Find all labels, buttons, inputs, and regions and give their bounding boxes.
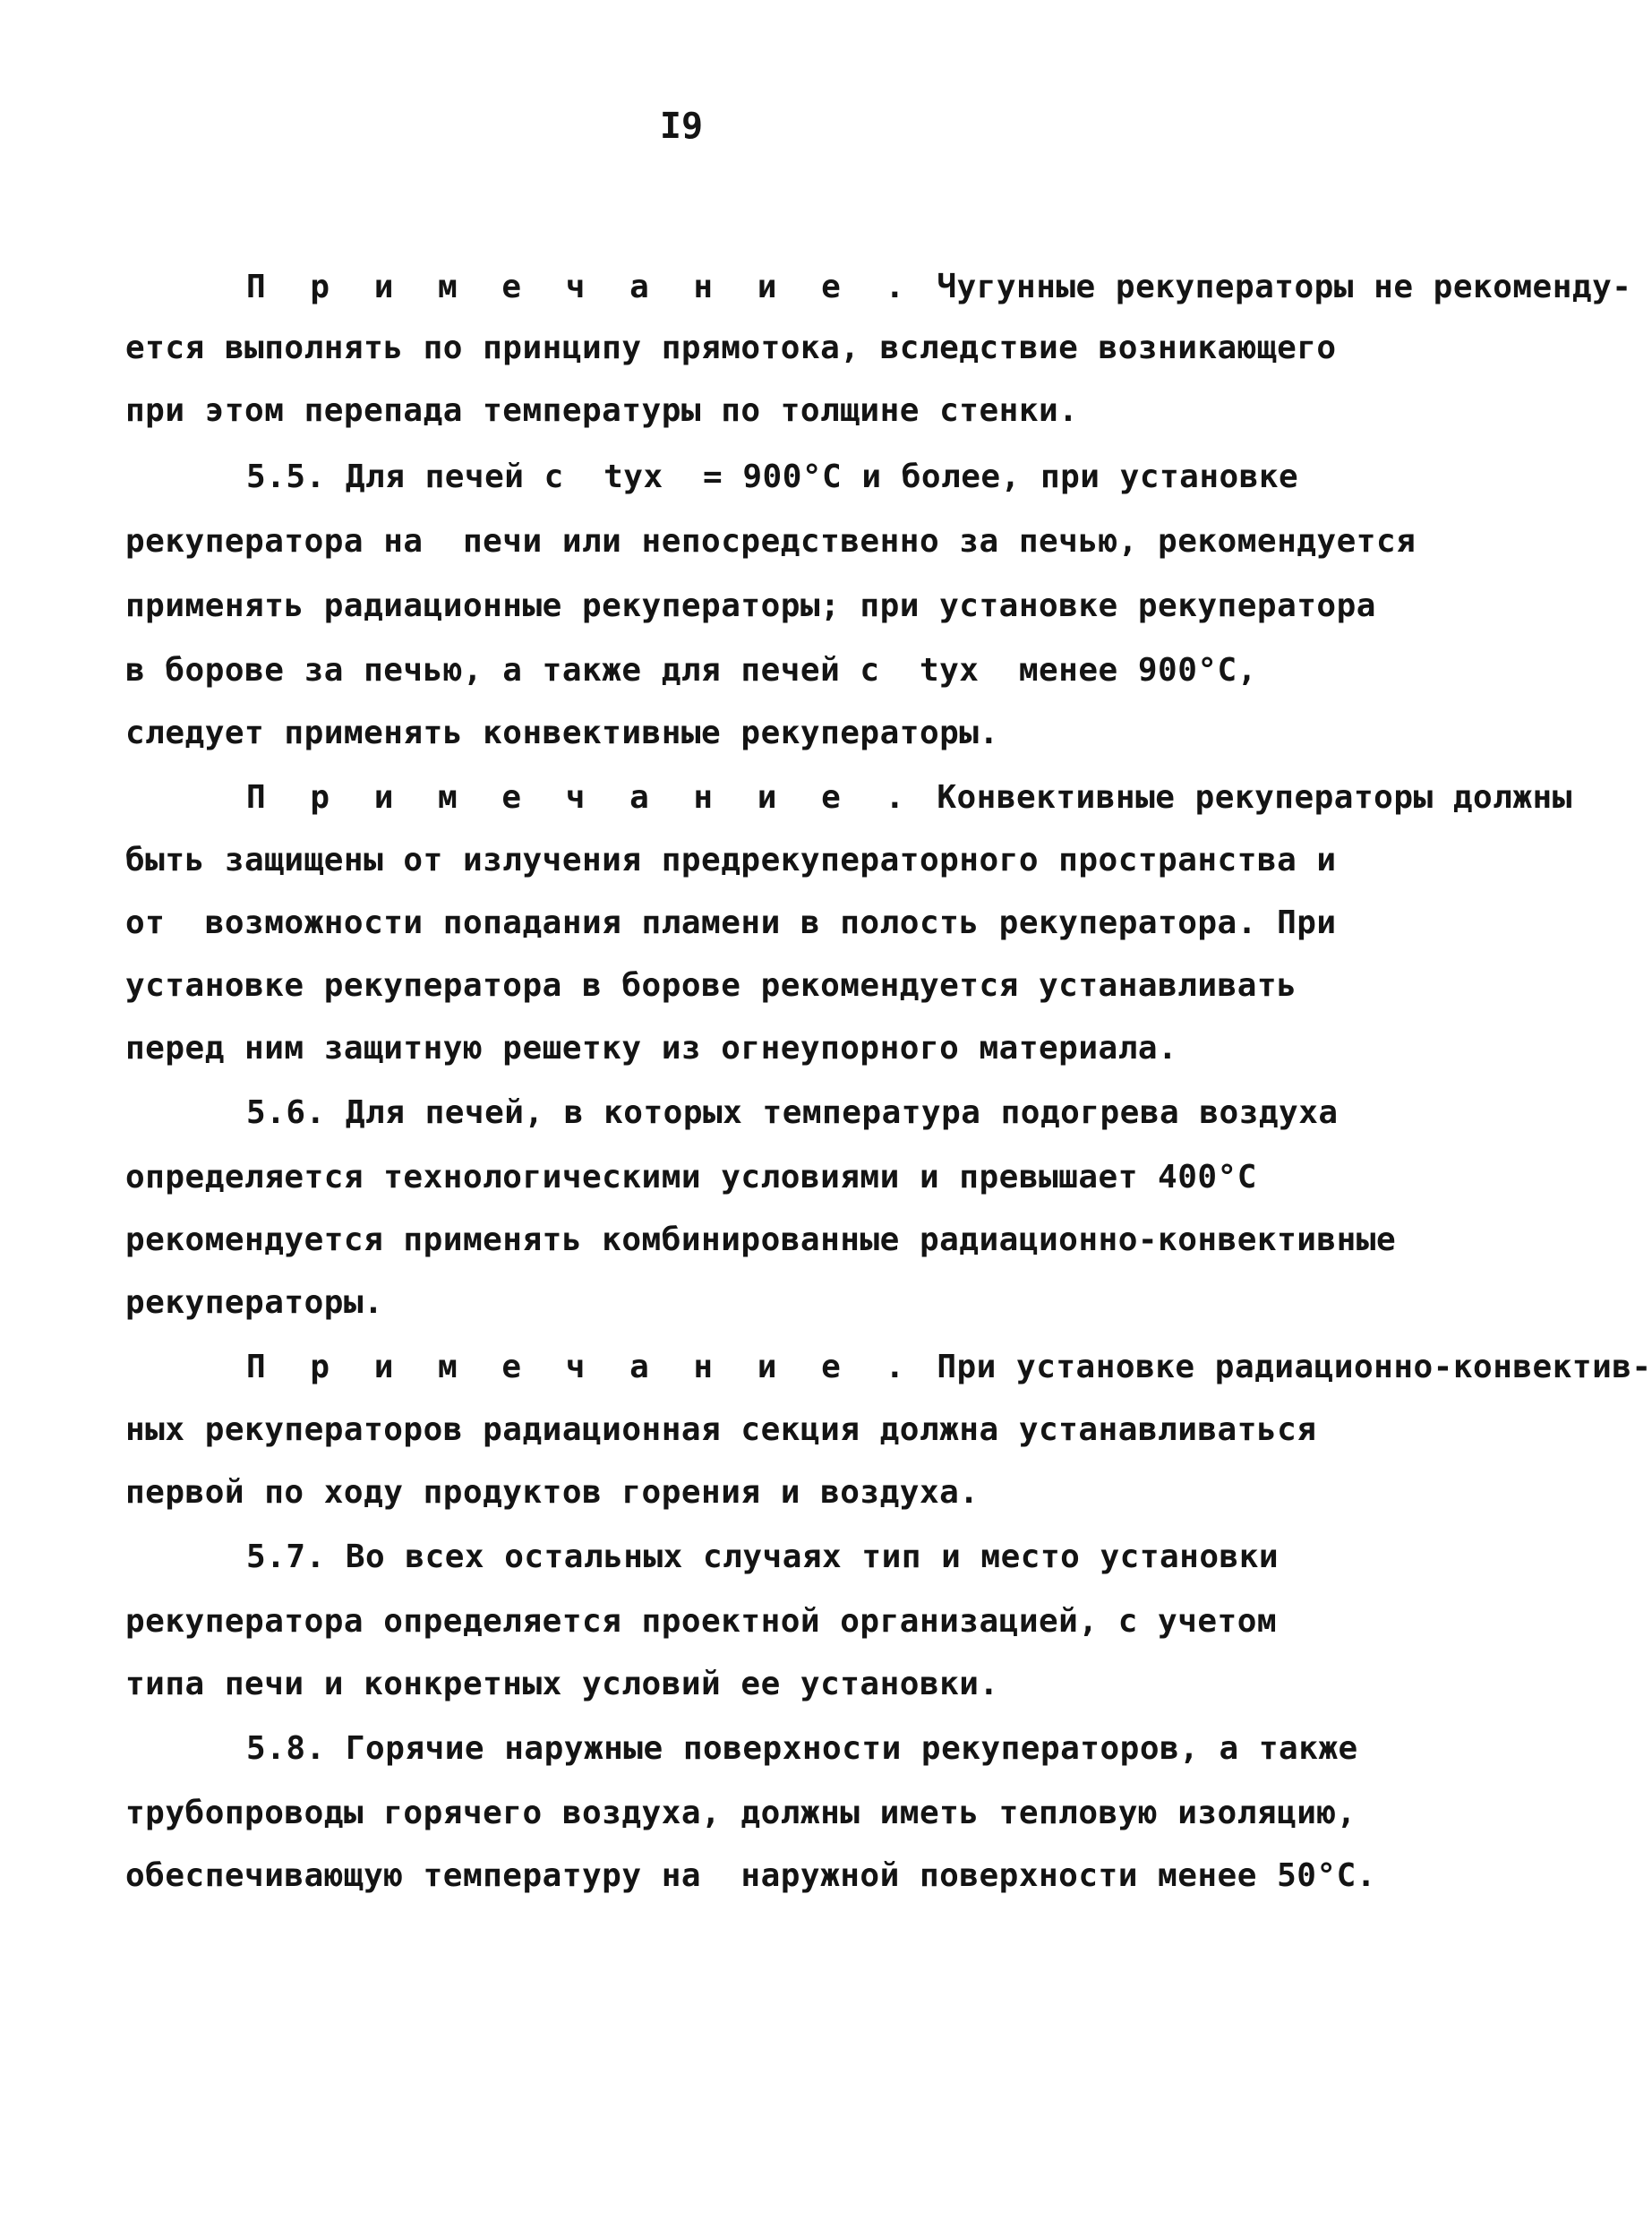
text-line-10: быть защищены от излучения предрекуператорного пространства и xyxy=(125,842,1337,879)
text-line: При установке радиационно-конвектив- xyxy=(917,1349,1652,1385)
note-label: П р и м е ч а н и е . xyxy=(246,1349,918,1385)
text-line-2: ется выполнять по принципу прямотока, вследствие возникающего xyxy=(125,330,1337,366)
text-line-3: при этом перепада температуры по толщине стенки. xyxy=(125,392,1079,429)
text-line-5: рекуператора на печи или непосредственно за печью, рекомендуется xyxy=(125,523,1417,560)
note-line-2 xyxy=(246,779,1572,816)
clause-5-8-line-1: 5.8. Горячие наружные поверхности рекуператоров, а также xyxy=(246,1730,1358,1767)
text-line-12: установке рекуператора в борове рекомендуется устанавливать xyxy=(125,967,1297,1004)
text-line-11: от возможности попадания пламени в полость рекуператора. При xyxy=(125,904,1337,941)
text-line: Чугунные рекуператоры не рекоменду- xyxy=(917,269,1632,305)
note-line-1 xyxy=(246,269,1631,305)
text-line-15: определяется технологическими условиями и превышает 400°С xyxy=(125,1159,1257,1196)
text-line: Конвективные рекуператоры должны xyxy=(917,779,1572,816)
text-line-7: в борове за печью, а также для печей с tух менее 900°С, xyxy=(125,652,1257,689)
note-label: П р и м е ч а н и е . xyxy=(246,779,918,816)
text-line-23: типа печи и конкретных условий ее установки. xyxy=(125,1666,999,1702)
text-line-19: ных рекуператоров радиационная секция должна устанавливаться xyxy=(125,1411,1317,1448)
text-line-8: следует применять конвективные рекуператоры. xyxy=(125,715,999,751)
text-line-25: трубопроводы горячего воздуха, должны иметь тепловую изоляцию, xyxy=(125,1795,1357,1831)
note-label: П р и м е ч а н и е . xyxy=(246,269,918,305)
text-line-22: рекуператора определяется проектной организацией, с учетом xyxy=(125,1603,1278,1640)
note-line-3 xyxy=(246,1349,1652,1385)
text-line-13: перед ним защитную решетку из огнеупорного материала. xyxy=(125,1030,1178,1067)
text-line-20: первой по ходу продуктов горения и воздуха. xyxy=(125,1474,980,1511)
clause-5-7-line-1: 5.7. Во всех остальных случаях тип и место установки xyxy=(246,1539,1280,1575)
text-line-16: рекомендуется применять комбинированные радиационно-конвективные xyxy=(125,1221,1397,1258)
text-line-17: рекуператоры. xyxy=(125,1284,384,1321)
text-line-6: применять радиационные рекуператоры; при установке рекуператора xyxy=(125,587,1376,624)
clause-5-5-line-1: 5.5. Для печей с tух = 900°С и более, при установке xyxy=(246,459,1299,495)
clause-5-6-line-1: 5.6. Для печей, в которых температура подогрева воздуха xyxy=(246,1094,1339,1131)
text-line-26: обеспечивающую температуру на наружной поверхности менее 50°С. xyxy=(125,1857,1376,1894)
page-number: I9 xyxy=(659,106,704,147)
